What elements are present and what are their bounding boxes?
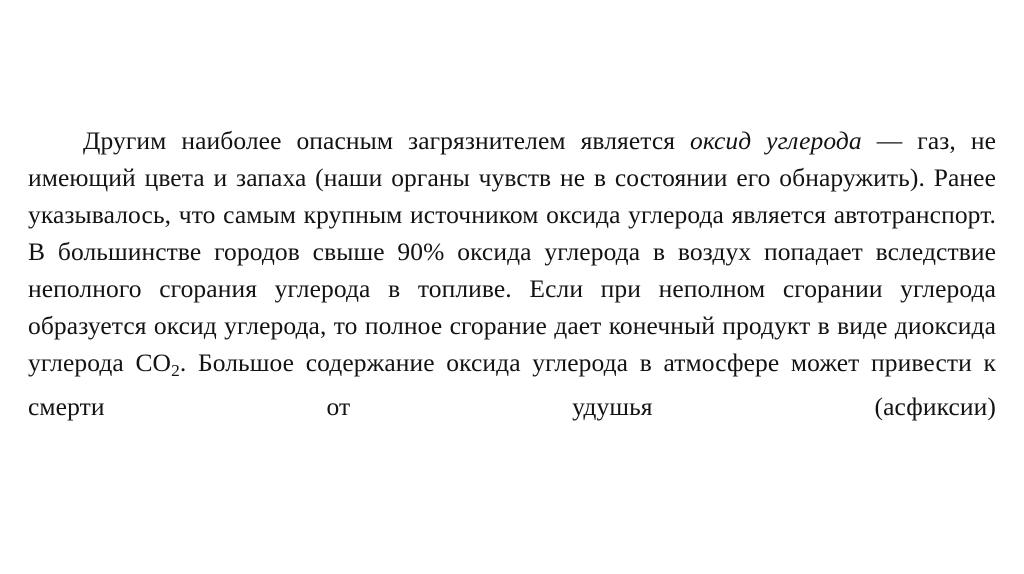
chemical-formula-subscript: 2 — [171, 360, 180, 380]
body-paragraph — [28, 122, 996, 463]
paragraph-segment-3: . Большое содержание оксида углерода в атмосфере может привести к смерти от удушья (асфиксии) — [28, 347, 996, 422]
emphasized-term: оксид углерода — [690, 125, 862, 155]
text-block — [28, 96, 996, 488]
paragraph-segment-2: — газ, не имеющий цвета и запаха (наши органы чувств не в состоянии его обнаружить). Ранее указывалось, что самым крупным источником оксида углерода является автотранспорт. В большинстве городов свыше 90% оксида углерода в воздух попадает вследствие неполного сгорания углерода в топливе. Если при неполном сгорании углерода образуется оксид углерода, то полное сгорание дает конечный продукт в виде диоксида углерода CO — [28, 125, 996, 377]
paragraph-segment-1: Другим наиболее опасным загрязнителем является — [83, 125, 691, 155]
